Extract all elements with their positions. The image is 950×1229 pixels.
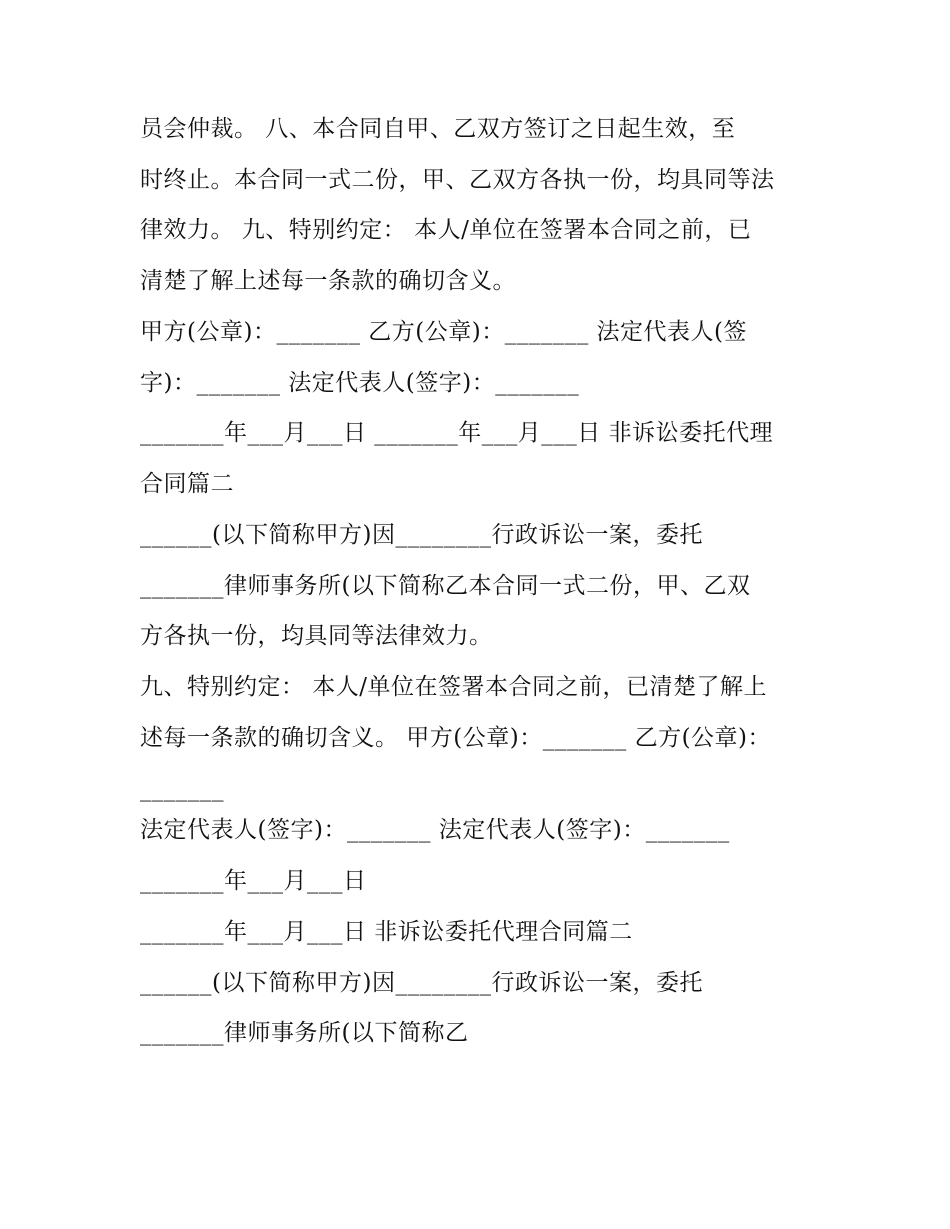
- text-line: ______(以下简称甲方)因________行政诉讼一案，委托: [140, 970, 703, 996]
- text-line: _______年___月___日: [140, 868, 367, 894]
- text-line: 述每一条款的确切含义。 甲方(公章)：_______ 乙方(公章)：: [140, 725, 772, 751]
- text-line: 方各执一份，均具同等法律效力。: [140, 623, 493, 649]
- text-line: 九、特别约定： 本人/单位在签署本合同之前，已清楚了解上: [140, 674, 768, 700]
- text-line: _______: [140, 776, 224, 802]
- text-line: _______律师事务所(以下简称乙本合同一式二份，甲、乙双: [140, 573, 751, 599]
- text-line: 清楚了解上述每一条款的确切含义。: [140, 268, 516, 294]
- text-line: 甲方(公章)：_______ 乙方(公章)：_______ 法定代表人(签: [140, 319, 747, 345]
- text-line: 法定代表人(签字)：_______ 法定代表人(签字)：_______: [140, 817, 730, 843]
- text-line: _______年___月___日 非诉讼委托代理合同篇二: [140, 919, 633, 945]
- text-line: _______年___月___日 _______年___月___日 非诉讼委托代理: [140, 420, 774, 446]
- text-line: 合同篇二: [140, 471, 234, 497]
- text-line: 律效力。 九、特别约定： 本人/单位在签署本合同之前，已: [140, 217, 752, 243]
- text-line: 员会仲裁。 八、本合同自甲、乙双方签订之日起生效，至: [140, 116, 736, 142]
- text-line: _______律师事务所(以下简称乙: [140, 1020, 469, 1046]
- text-line: ______(以下简称甲方)因________行政诉讼一案，委托: [140, 522, 703, 548]
- text-line: 字)：_______ 法定代表人(签字)：_______: [140, 370, 580, 396]
- text-line: 时终止。本合同一式二份，甲、乙双方各执一份，均具同等法: [140, 167, 775, 193]
